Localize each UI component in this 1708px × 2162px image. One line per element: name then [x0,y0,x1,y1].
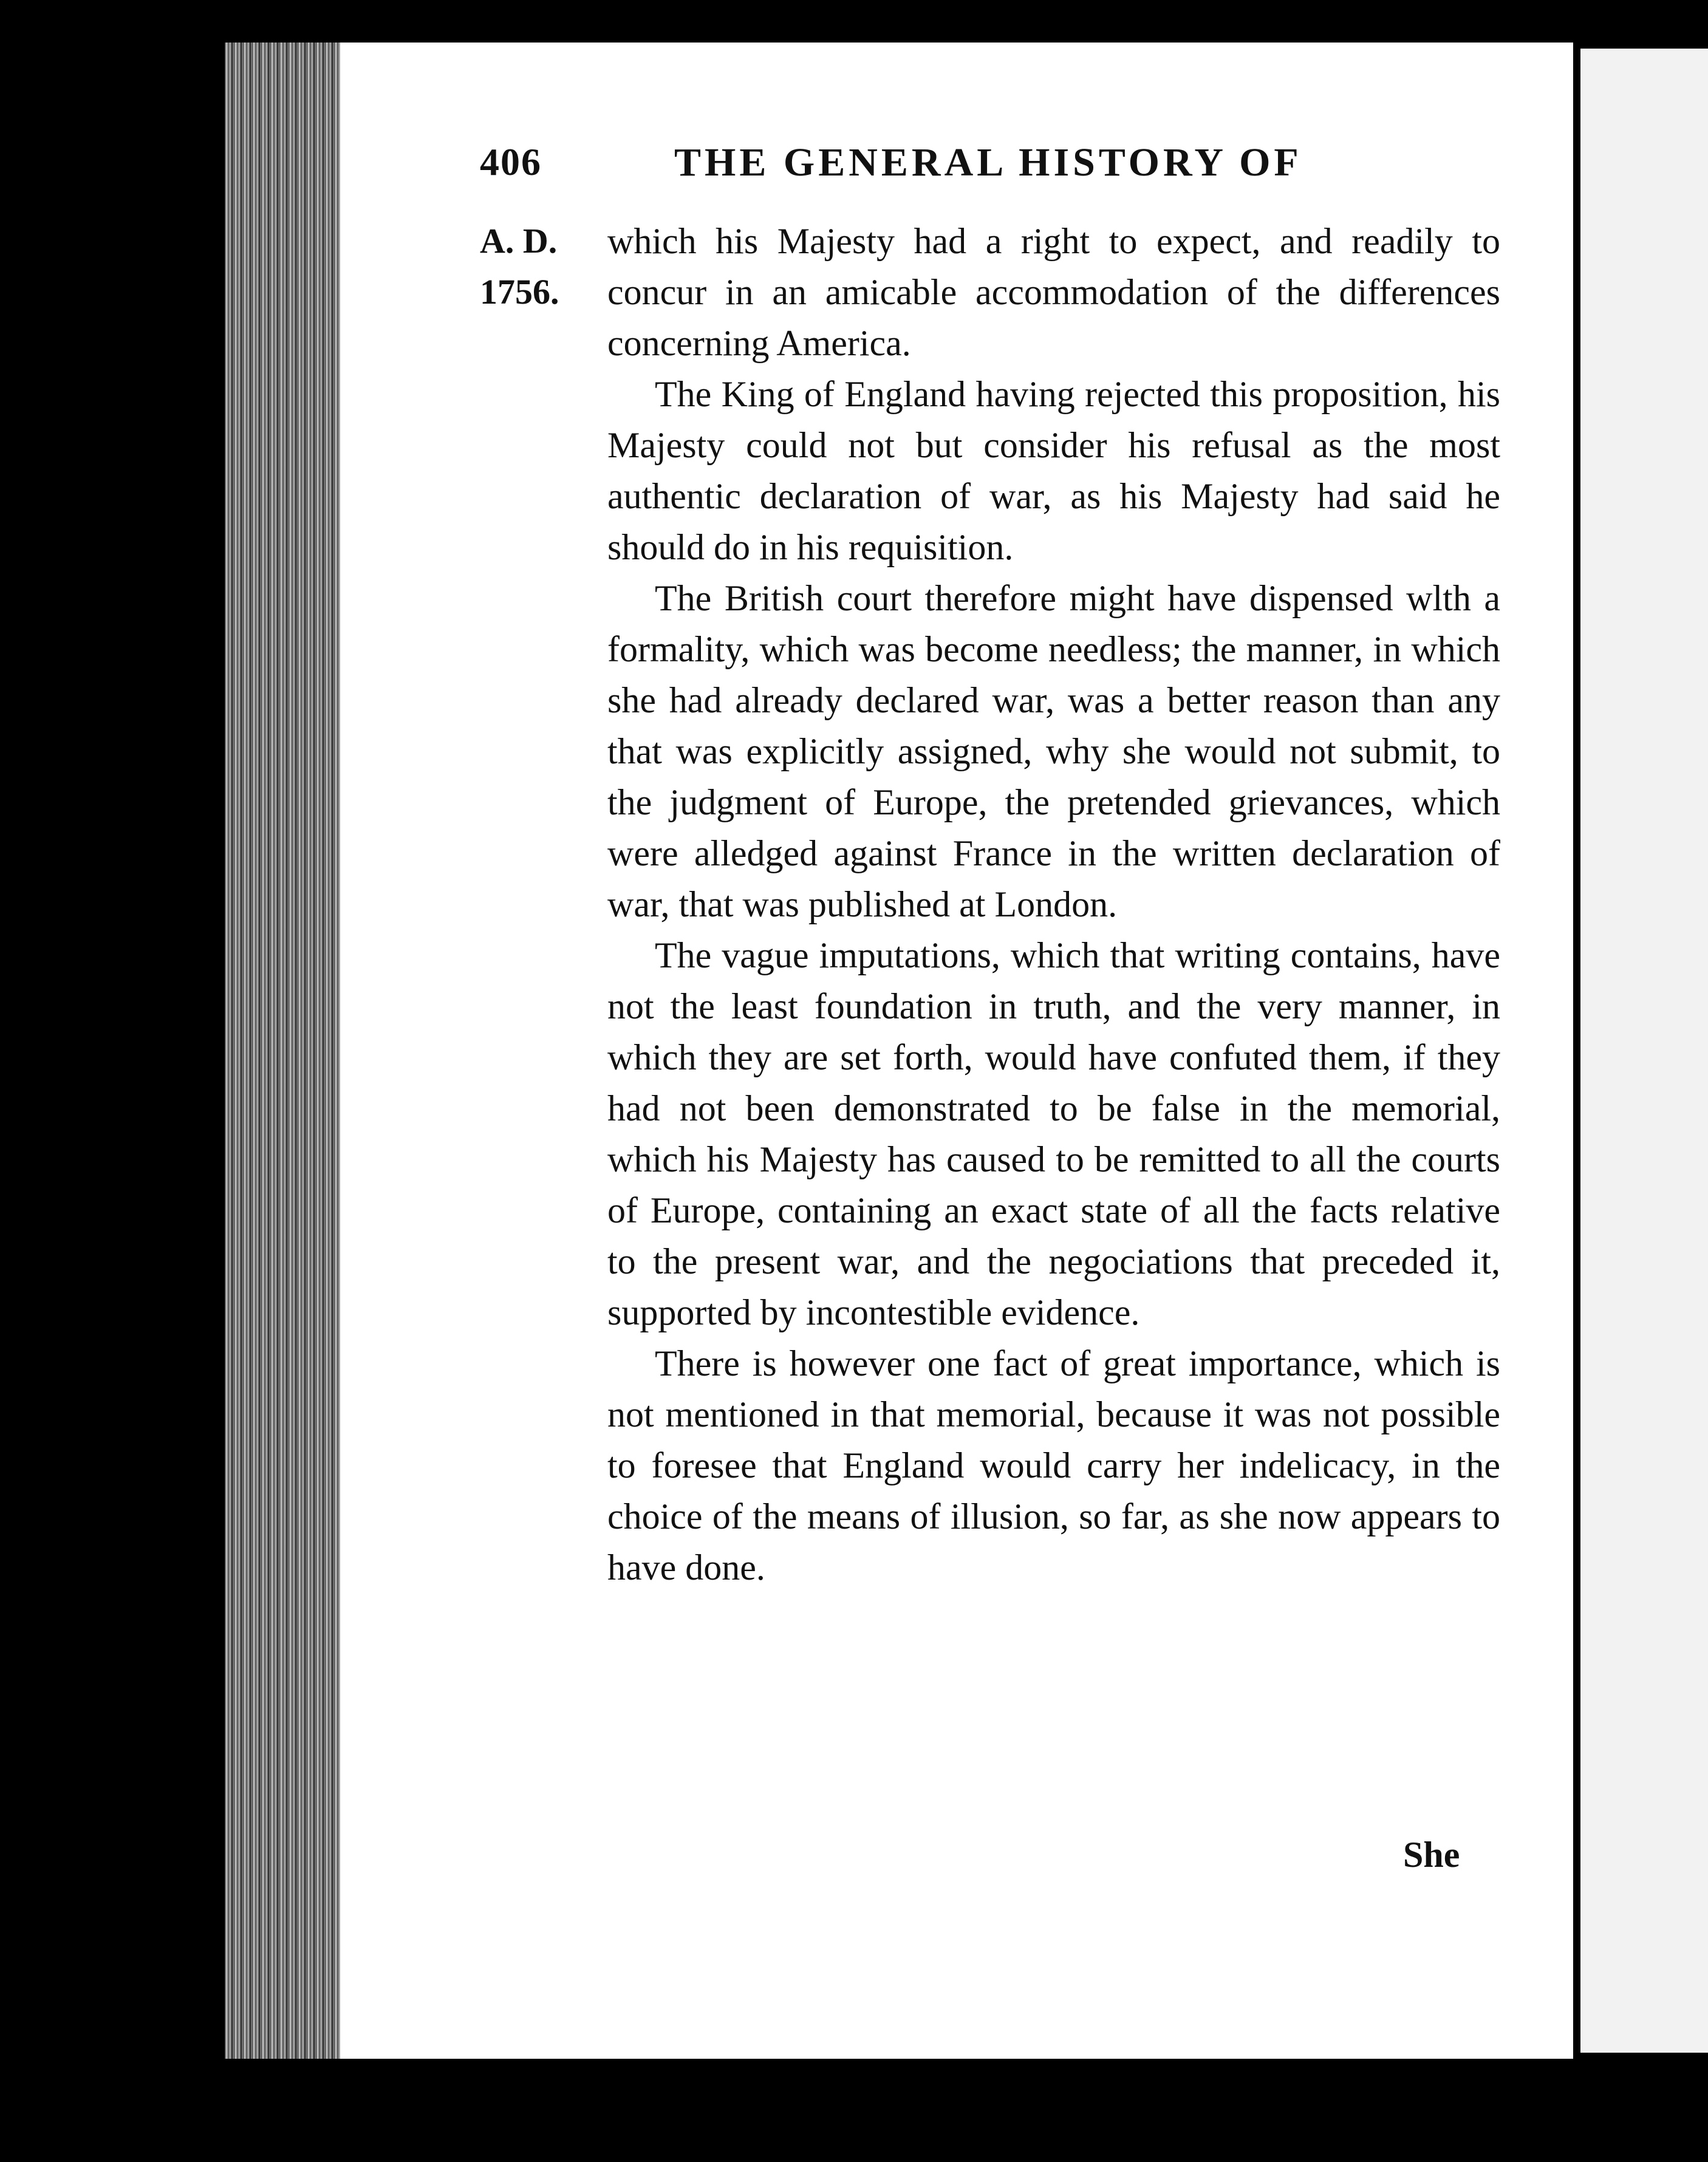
facing-page-paper [1580,49,1708,2053]
running-title: THE GENERAL HISTORY OF [674,140,1302,185]
margin-note-line-1: A. D. [480,221,558,261]
paragraph-2: The King of England having rejected this proposition, his Majesty could not but consider his refusal as the most authentic declaration of war, as his Majesty had said he should do in his requisition. [607,374,1500,567]
catchword: She [1403,1835,1460,1875]
paragraph-1: which his Majesty had a right to expect, and readily to concur in an amicable accommodation of the differences concerning America. [607,221,1500,363]
body-text [607,216,1500,1593]
paragraph-4: The vague imputations, which that writing contains, have not the least foundation in truth, and the very manner, in which they are set forth, would have confuted them, if they had not been demonstrated to be false in the memorial, which his Majesty has caused to be remitted to all the courts of Europe, containing an exact state of all the facts relative to the present war, and the negociations that preceded it, supported by incontestible evidence. [607,935,1500,1332]
paragraph-5: There is however one fact of great importance, which is not mentioned in that memorial, because it was not possible to foresee that England would carry her indelicacy, in the choice of the means of illusion, so far, as she now appears to have done. [607,1343,1500,1587]
page-number: 406 [480,140,542,183]
margin-date-note [480,216,559,318]
facing-page-edge [1573,0,1708,2162]
book-page [340,43,1573,2059]
margin-note-line-2: 1756. [480,272,559,312]
page-header [480,140,1512,206]
paragraph-3: The British court therefore might have dispensed wlth a formality, which was become needless; the manner, in which she had already declared war, was a better reason than any that was explicitly assigned, why she would not submit, to the judgment of Europe, the pretended grievances, which were alledged against France in the written declaration of war, that was published at London. [607,578,1500,924]
